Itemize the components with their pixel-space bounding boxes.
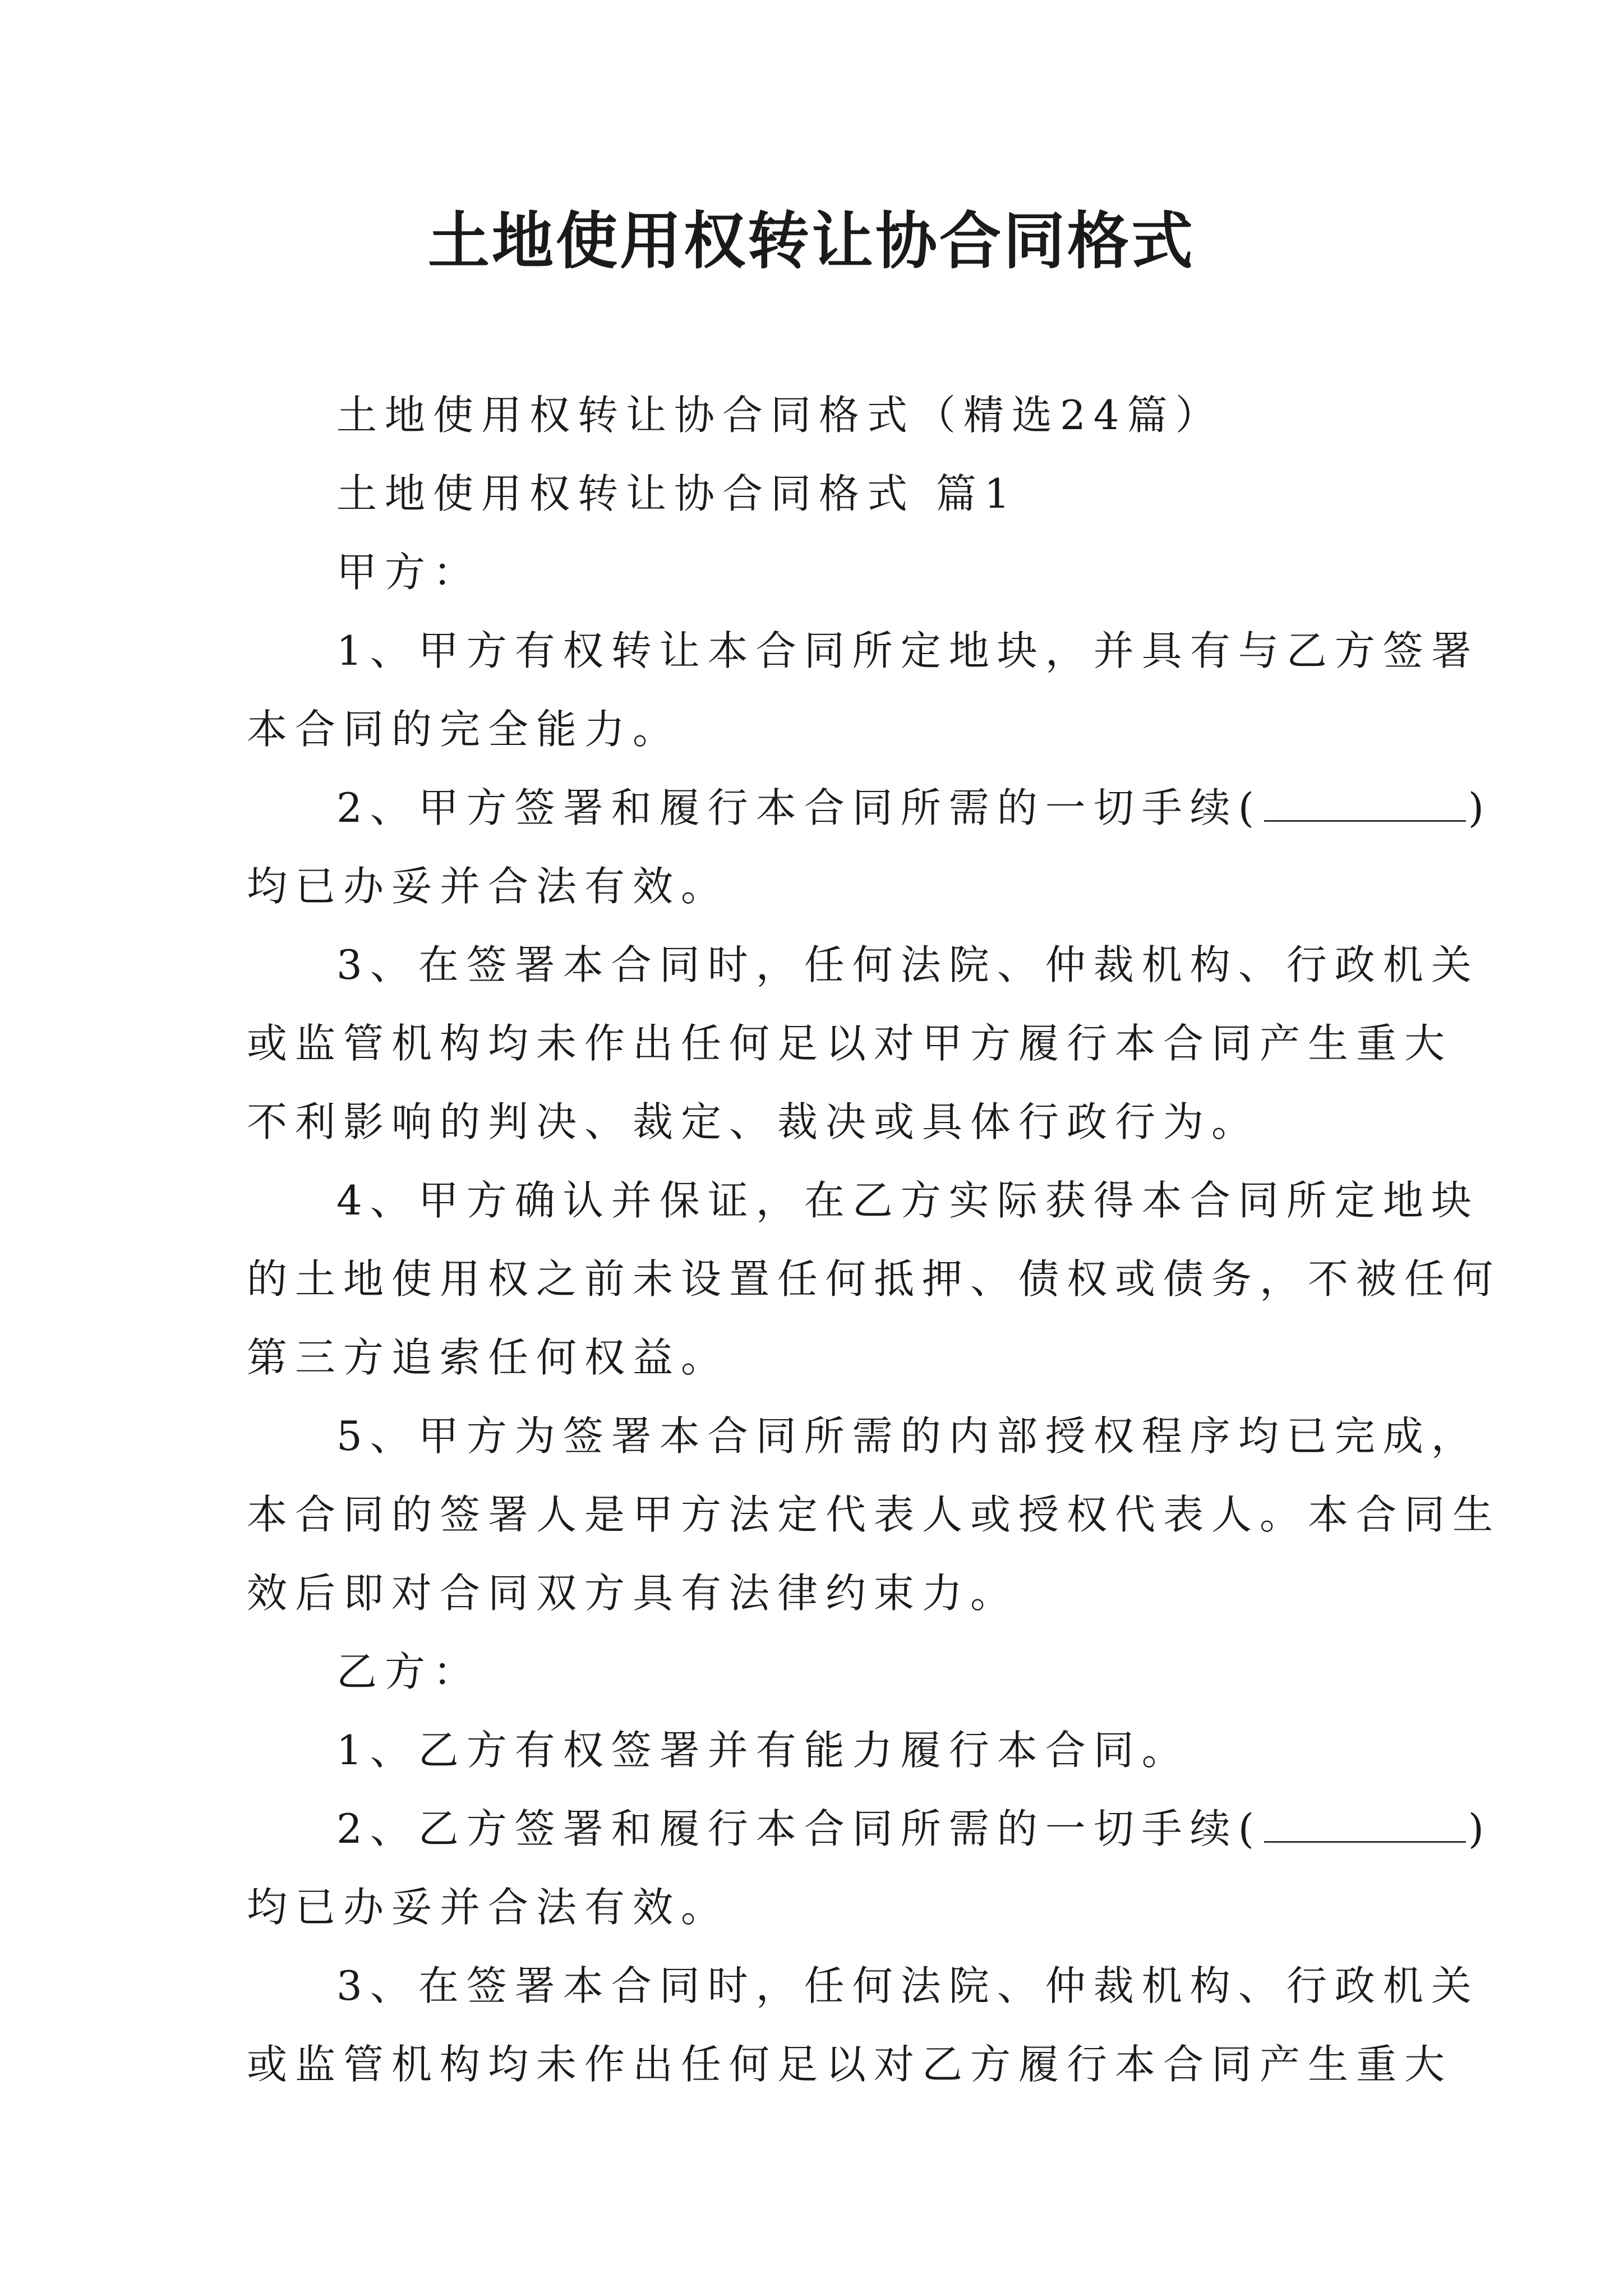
clause-a5-line2: 本合同的签署人是甲方法定代表人或授权代表人。本合同生 — [247, 1491, 1501, 1538]
clause-b1-line1: 1、乙方有权签署并有能力履行本合同。 — [336, 1727, 1190, 1774]
clause-a2-line1 — [336, 780, 1492, 836]
fill-in-blank — [1264, 1807, 1466, 1843]
clause-a5-line1: 5、甲方为签署本合同所需的内部授权程序均已完成， — [336, 1412, 1479, 1460]
clause-a1-line1: 1、甲方有权转让本合同所定地块，并具有与乙方签署 — [336, 627, 1479, 674]
clause-b2-text: 2、乙方签署和履行本合同所需的一切手续( — [336, 1805, 1262, 1852]
clause-a3-line1: 3、在签署本合同时，任何法院、仲裁机构、行政机关 — [336, 941, 1479, 988]
party-a-label: 甲方： — [336, 549, 482, 596]
clause-a4-line3: 第三方追索任何权益。 — [247, 1334, 730, 1381]
clause-a3-line2: 或监管机构均未作出任何足以对甲方履行本合同产生重大 — [247, 1020, 1453, 1067]
clause-a4-line1: 4、甲方确认并保证，在乙方实际获得本合同所定地块 — [336, 1177, 1479, 1224]
fill-in-blank — [1264, 786, 1466, 822]
clause-a4-line2: 的土地使用权之前未设置任何抵押、债权或债务，不被任何 — [247, 1255, 1501, 1303]
clause-b2-close-paren: ) — [1468, 1805, 1492, 1852]
clause-b3-line2: 或监管机构均未作出任何足以对乙方履行本合同产生重大 — [247, 2041, 1453, 2088]
clause-a5-line3: 效后即对合同双方具有法律约束力。 — [247, 1570, 1019, 1617]
clause-a1-line2: 本合同的完全能力。 — [247, 706, 681, 753]
clause-b2-line2: 均已办妥并合法有效。 — [247, 1884, 730, 1931]
clause-a2-text: 2、甲方签署和履行本合同所需的一切手续( — [336, 784, 1262, 831]
clause-a2-line2: 均已办妥并合法有效。 — [247, 863, 730, 910]
clause-b2-line1 — [336, 1801, 1492, 1857]
clause-a3-line3: 不利影响的判决、裁定、裁决或具体行政行为。 — [247, 1098, 1260, 1145]
document-title: 土地使用权转让协合同格式 — [428, 205, 1195, 277]
clause-b3-line1: 3、在签署本合同时，任何法院、仲裁机构、行政机关 — [336, 1962, 1479, 2009]
document-subtitle: 土地使用权转让协合同格式（精选24篇） — [336, 392, 1224, 439]
clause-a2-close-paren: ) — [1468, 784, 1492, 831]
party-b-label: 乙方： — [336, 1648, 482, 1695]
section-heading: 土地使用权转让协合同格式 篇1 — [336, 470, 1018, 517]
